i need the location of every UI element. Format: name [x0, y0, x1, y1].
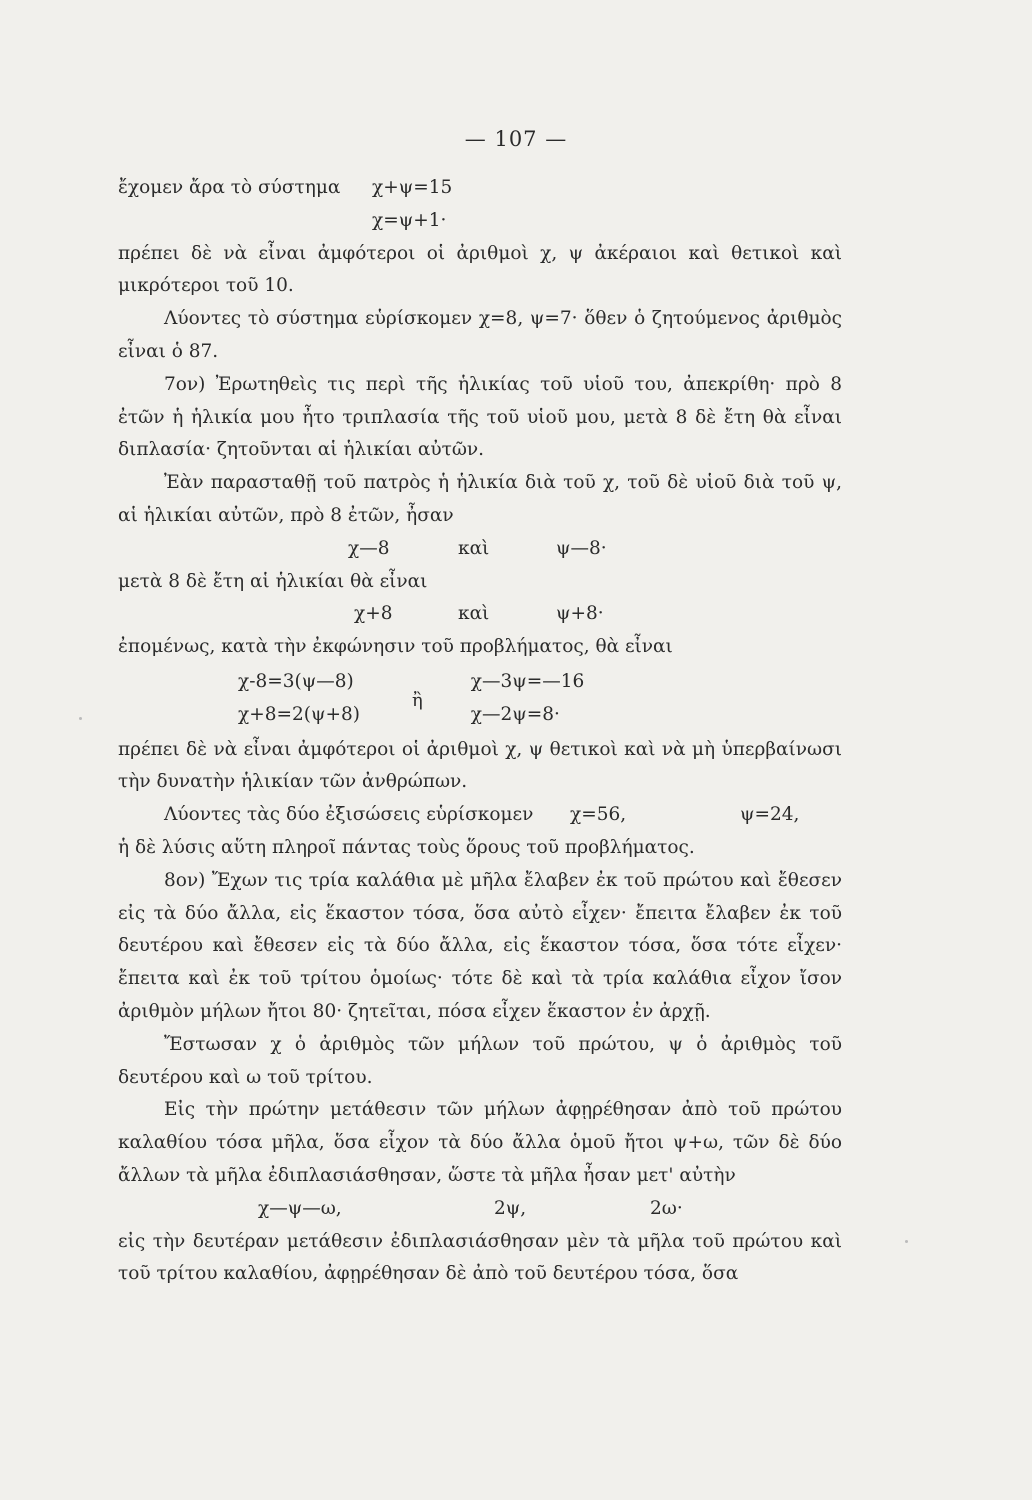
solution-text: Λύοντες τὰς δύο ἐξισώσεις εὑρίσκομεν [164, 804, 534, 826]
equation: χ+8 [354, 603, 393, 625]
equation-system [238, 666, 842, 732]
paper-speck [905, 1240, 908, 1243]
paragraph: πρέπει δὲ νὰ εἶναι ἀμφότεροι οἱ ἀριθμοὶ χ, ψ ἀκέραιοι καὶ θετικοὶ καὶ μικρότεροι τοῦ 10. [118, 242, 842, 297]
intro-text: ἔχομεν ἄρα τὸ σύστημα [118, 177, 341, 198]
paragraph: Εἰς τὴν πρώτην μετάθεσιν τῶν μήλων ἀφῃρέθησαν ἀπὸ τοῦ πρώτου καλαθίου τόσα μῆλα, ὅσα εἶχον τὰ δύο ἄλλα ὁμοῦ ἤτοι ψ+ω, τῶν δὲ δύο ἄλλων τὰ μῆλα ἐδιπλασιάσθησαν, ὥστε τὰ μῆλα ἦσαν μετ' αὐτὴν [118, 1099, 842, 1186]
solution-x: χ=56, [570, 804, 627, 826]
equation: ψ+8· [556, 603, 604, 625]
problem-number: 7ον) [164, 373, 206, 395]
equation: χ—ψ—ω, [258, 1197, 342, 1219]
paragraph: Ἔστωσαν χ ὁ ἀριθμὸς τῶν μήλων τοῦ πρώτου, ψ ὁ ἀριθμὸς τοῦ δευτέρου καὶ ω τοῦ τρίτου. [118, 1033, 842, 1088]
paragraph: ἡ δὲ λύσις αὕτη πληροῖ πάντας τοὺς ὅρους τοῦ προβλήματος. [118, 836, 695, 858]
paper-speck [79, 717, 82, 720]
paragraph: Ἐὰν παρασταθῇ τοῦ πατρὸς ἡ ἡλικία διὰ τοῦ χ, τοῦ δὲ υἱοῦ διὰ τοῦ ψ, αἱ ἡλικίαι αὐτῶν, πρὸ 8 ἐτῶν, ἦσαν [118, 472, 842, 526]
paragraph: πρέπει δὲ νὰ εἶναι ἀμφότεροι οἱ ἀριθμοὶ χ, ψ θετικοὶ καὶ νὰ μὴ ὑπερβαίνωσι τὴν δυνατὴν ἡλικίαν τῶν ἀνθρώπων. [118, 738, 842, 793]
equation: χ—3ψ=—16 [470, 670, 585, 692]
conjunction: καὶ [458, 603, 490, 625]
equation: χ—8 [348, 537, 390, 559]
equation: 2ω· [650, 1197, 683, 1219]
paragraph: εἰς τὴν δευτέραν μετάθεσιν ἐδιπλασιάσθησαν μὲν τὰ μῆλα τοῦ πρώτου καὶ τοῦ τρίτου καλαθίου, ἀφῃρέθησαν δὲ ἀπὸ τοῦ δευτέρου τόσα, ὅσα [118, 1230, 842, 1285]
equation: 2ψ, [494, 1197, 527, 1219]
equation: χ-8=3(ψ—8) [238, 670, 354, 692]
problem-7 [118, 369, 842, 467]
paragraph: Λύοντες τὸ σύστημα εὑρίσκομεν χ=8, ψ=7· ὅθεν ὁ ζητούμενος ἀριθμὸς εἶναι ὁ 87. [118, 308, 842, 362]
system-line-1 [118, 172, 842, 205]
page-number: — 107 — [464, 127, 568, 151]
equation: χ+8=2(ψ+8) [238, 703, 360, 725]
solution-y: ψ=24, [740, 804, 800, 826]
equation: χ—2ψ=8· [470, 703, 560, 725]
solution-line [118, 799, 842, 832]
equation-line [118, 533, 842, 566]
problem-8 [118, 865, 842, 1029]
disjunction: ἢ [411, 690, 423, 712]
problem-text: Ἐρωτηθεὶς τις περὶ τῆς ἡλικίας τοῦ υἱοῦ του, ἀπεκρίθη· πρὸ 8 ἐτῶν ἡ ἡλικία μου ἦτο τριπλασία τῆς τοῦ υἱοῦ μου, μετὰ 8 δὲ ἔτη θὰ εἶναι διπλασία· ζητοῦνται αἱ ἡλικίαι αὐτῶν. [118, 373, 842, 461]
page-body [118, 172, 842, 1291]
equation-line [118, 598, 842, 631]
equation: ψ—8· [556, 537, 607, 559]
paragraph: ἐπομένως, κατὰ τὴν ἐκφώνησιν τοῦ προβλήματος, θὰ εἶναι [118, 636, 673, 658]
conjunction: καὶ [458, 537, 490, 559]
paragraph: μετὰ 8 δὲ ἔτη αἱ ἡλικίαι θὰ εἶναι [118, 570, 428, 592]
problem-text: Ἔχων τις τρία καλάθια μὲ μῆλα ἔλαβεν ἐκ τοῦ πρώτου καὶ ἔθεσεν εἰς τὰ δύο ἄλλα, εἰς ἕκαστον τόσα, ὅσα αὐτὸ εἶχεν· ἔπειτα ἔλαβεν ἐκ τοῦ δευτέρου καὶ ἔθεσεν εἰς τὰ δύο ἄλλα, εἰς ἕκαστον τόσα, ὅσα τότε εἶχεν· ἔπειτα καὶ ἐκ τοῦ τρίτου ὁμοίως· τότε δὲ καὶ τὰ τρία καλάθια εἶχον ἴσον ἀριθμὸν μήλων ἤτοι 80· ζητεῖται, πόσα εἶχεν ἕκαστον ἐν ἀρχῇ. [118, 869, 842, 1022]
equation: χ=ψ+1· [372, 209, 447, 231]
system-line-2 [118, 205, 842, 238]
equation-line [118, 1193, 842, 1226]
equation-system-left [238, 666, 360, 732]
equation: χ+ψ=15 [372, 177, 453, 198]
problem-number: 8ον) [164, 869, 206, 891]
equation-system-right [471, 666, 585, 732]
